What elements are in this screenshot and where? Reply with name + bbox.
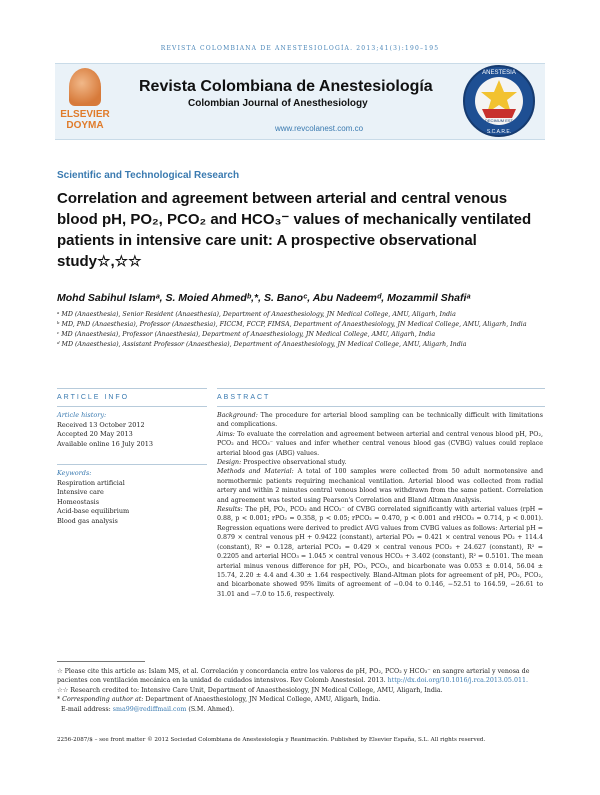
abstract-body: [217, 411, 543, 599]
doi-link[interactable]: http://dx.doi.org/10.1016/j.rca.2013.05.011.: [387, 677, 528, 685]
citation-note: ☆ Please cite this article as: Islam MS, et al. Correlación y concordancia entre los valores de pH, PO₂, PCO₂ y HCO₃⁻ en sangre arterial y venosa de pacientes con ventilación mecánica en la unidad de cuidados intensivos. Rev Colomb Anestesiol. 2013. http://dx.doi.org/10.1016/j.rca.2013.05.011.: [57, 668, 530, 685]
abstract-aims: Aims: To evaluate the correlation and agreement between arterial and central venous blood pH, PO₂, PCO₂ and HCO₃⁻ values and infer whether central venous blood gas (CVBG) values could replace arterial blood gas (ABG) values.: [217, 430, 543, 457]
email-link[interactable]: sma99@rediffmail.com: [112, 705, 187, 713]
elsevier-tree-icon: [69, 68, 101, 106]
keyword-item: Intensive care: [57, 488, 104, 496]
divider: [217, 388, 545, 389]
article-history: [57, 411, 207, 449]
abstract-results: Results: The pH, PO₂, PCO₂ and HCO₃⁻ of CVBG correlated significantly with arterial values (rpH = 0.88, p < 0.001; rPO₂ = 0.358, p < 0.05; rPCO₂ = 0.470, p < 0.001 and rHCO₃ = 0.714, p < 0.001). Regression equations were derived to predict AVG values from CVBG values as follows: Arterial pH = 0.879 × central venous pH + 0.9422 (constant), arterial PO₂ = 0.421 × central venous PO₂ + 114.4 (constant), R² = 0.128, arterial PCO₂ = 0.429 × central venous PCO₂ + 24.627 (constant), R² = 0.2205 and arterial HCO₃ = 1.045 × central venous HCO₃ + 3.402 (constant), R² = 0.5101. The mean arterial minus venous difference for pH, PO₂, PCO₂, and bicarbonate was 0.053 ± 0.014, 56.04 ± 15.74, 2.20 ± 4.4 and 4.30 ± 1.64 respectively. Bland-Altman plots for agreement of pH, PO₂, PCO₂, and bicarbonate showed 95% limits of agreement of −0.04 to 0.146, −52.51 to 164.59, −26.61 to 31.01 and −7.0 to 15.6, respectively.: [217, 506, 543, 598]
seal-top-text: ANESTESIA: [482, 70, 516, 76]
credit-note: ☆☆ Research credited to: Intensive Care Unit, Department of Anaesthesiology, JN Medical College, AMU, Aligarh, India.: [57, 686, 443, 694]
corresponding-note: * Corresponding author at: Department of Anaesthesiology, JN Medical College, AMU, Aligarh, India.: [57, 696, 381, 704]
accepted-date: Accepted 20 May 2013: [57, 430, 133, 438]
copyright-line: 2256-2087/$ – see front matter © 2012 Sociedad Colombiana de Anestesiología y Reanimación. Published by Elsevier España, S.L. All rights reserved.: [57, 737, 486, 743]
online-date: Available online 16 July 2013: [57, 439, 154, 448]
journal-url-link[interactable]: www.revcolanest.com.co: [275, 124, 364, 133]
affiliation-c: ᶜ MD (Anaesthesia), Professor (Anaesthesia), Department of Anaesthesiology, JN Medical College, AMU, Aligarh, India: [57, 331, 436, 338]
affiliation-b: ᵇ MD, PhD (Anaesthesia), Professor (Anaesthesia), FICCM, FCCP, FIMSA, Department of Anaesthesiology, JN Medical College, AMU, Aligarh, India: [57, 321, 527, 328]
keyword-item: Blood gas analysis: [57, 516, 118, 525]
divider: [57, 464, 207, 465]
footnotes: [57, 667, 545, 714]
footnote-divider: [57, 661, 145, 662]
affiliation-d: ᵈ MD (Anaesthesia), Assistant Professor (Anaesthesia), Department of Anaesthesiology, JN Medical College, AMU, Aligarh, India: [57, 341, 467, 348]
divider: [217, 406, 545, 407]
affiliation-a: ᵃ MD (Anaesthesia), Senior Resident (Anaesthesia), Department of Anaesthesiology, JN Medical College, AMU, Aligarh, India: [57, 311, 456, 318]
keyword-item: Acid-base equilibrium: [57, 507, 130, 515]
seal-bottom-text: S.C.A.R.E.: [486, 129, 512, 135]
section-label: Scientific and Technological Research: [57, 170, 240, 181]
journal-title: Revista Colombiana de Anestesiología: [139, 78, 433, 95]
society-seal-icon: [462, 64, 536, 138]
publisher-name: ELSEVIER: [60, 109, 110, 120]
keywords-label: Keywords:: [57, 469, 92, 477]
article-info-heading: ARTICLE INFO: [57, 394, 130, 401]
email-note: E-mail address: sma99@rediffmail.com (S.M. Ahmed).: [61, 705, 235, 713]
abstract-design: Design: Prospective observational study.: [217, 459, 347, 467]
history-label: Article history:: [57, 411, 107, 419]
keywords-block: [57, 469, 207, 526]
abstract-methods: Methods and Material: A total of 100 samples were collected from 50 adult normotensive and normothermic patients requiring mechanical ventilation. Arterial blood was collected from radial artery and within 2 minutes central venous blood was withdrawn from the same patient. Correlation and agreement was tested using Pearson's Correlation and Bland Altman Analysis.: [217, 468, 543, 504]
running-header: REVISTA COLOMBIANA DE ANESTESIOLOGÍA. 2013;41(3):190–195: [160, 45, 440, 52]
divider: [57, 388, 207, 389]
author-list: Mohd Sabihul Islamᵃ, S. Moied Ahmedᵇ,*, S. Banoᶜ, Abu Nadeemᵈ, Mozammil Shafiᵃ: [57, 292, 471, 304]
divider: [57, 406, 207, 407]
seal-motto-text: DECIMUM EST: [485, 118, 513, 123]
article-title: Correlation and agreement between arterial and central venous blood pH, PO₂, PCO₂ and HCO₃⁻ values of mechanically ventilated patients in intensive care unit: A prospective observational study☆,☆☆: [57, 190, 532, 270]
journal-subtitle: Colombian Journal of Anesthesiology: [188, 98, 368, 109]
publisher-imprint: DOYMA: [66, 120, 104, 131]
affiliations: [57, 310, 547, 350]
elsevier-logo: [57, 68, 113, 134]
abstract-heading: ABSTRACT: [217, 394, 271, 401]
received-date: Received 13 October 2012: [57, 420, 145, 429]
abstract-background: Background: The procedure for arterial blood sampling can be technically difficult with limitations and complications.: [217, 412, 543, 429]
keyword-item: Respiration artificial: [57, 478, 125, 487]
keyword-item: Homeostasis: [57, 497, 100, 506]
